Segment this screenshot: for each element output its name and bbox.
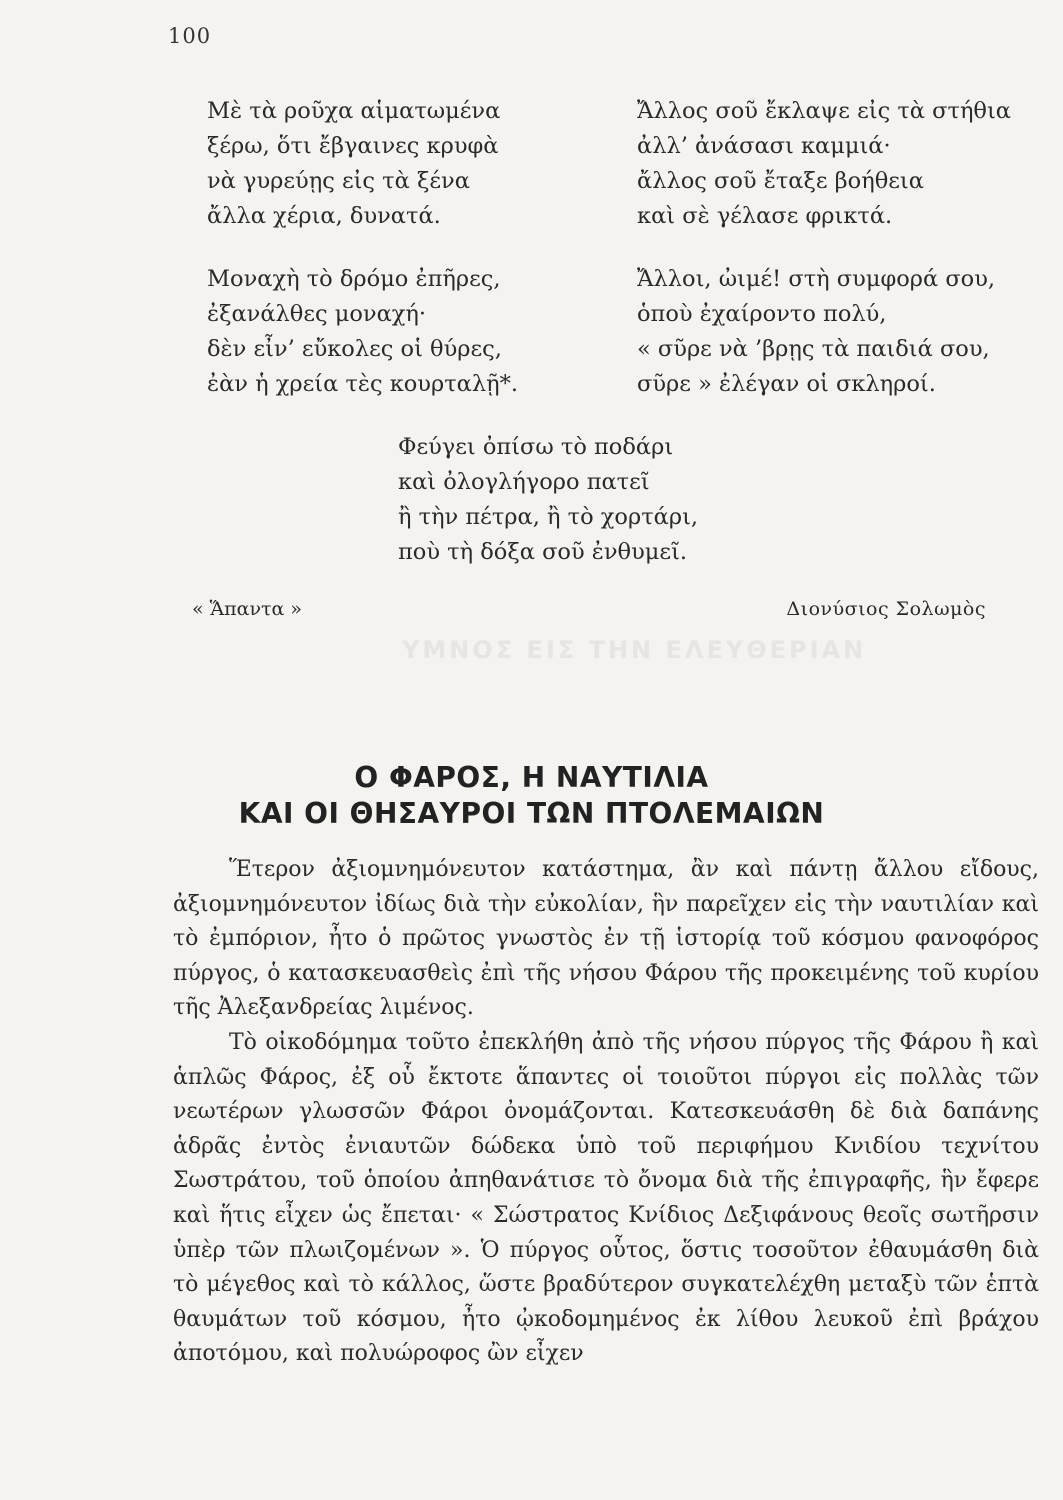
poem-stanza-2 <box>637 94 1011 234</box>
poem-line: ὁποὺ ἐχαίροντο πολύ, <box>637 301 887 327</box>
poem-stanza-1 <box>207 94 500 234</box>
poem-line: καὶ ὀλογλήγορο πατεῖ <box>398 469 650 495</box>
poem-line: δὲν εἶν’ εὔκολες οἱ θύρες, <box>207 336 502 362</box>
poem-stanza-4 <box>637 262 995 402</box>
poem-line: ἄλλος σοῦ ἔταξε βοήθεια <box>637 168 924 194</box>
article-title <box>0 760 1063 832</box>
poem-line: ἐξανάλθες μοναχή· <box>207 301 427 327</box>
poem-line: ἐὰν ἡ χρεία τὲς κουρταλῇ*. <box>207 371 518 397</box>
page-number: 100 <box>168 24 212 48</box>
poem-source: « Ἅπαντα » <box>192 598 303 620</box>
poem-line: νὰ γυρεύῃς εἰς τὰ ξένα <box>207 168 470 194</box>
poem-line: Ἄλλοι, ὠιμέ! στὴ συμφορά σου, <box>637 266 996 292</box>
poem-stanza-3 <box>207 262 518 402</box>
article-paragraph-2: Τὸ οἰκοδόμημα τοῦτο ἐπεκλήθη ἀπὸ τῆς νήσου πύργος τῆς Φάρου ἢ καὶ ἁπλῶς Φάρος, ἐξ οὗ ἔκτοτε ἅπαντες οἱ τοιοῦτοι πύργοι εἰς πολλὰς τῶν νεωτέρων γλωσσῶν Φάροι ὀνομάζονται. Κατεσκευάσθη δὲ διὰ δαπάνης ἁδρᾶς ἐντὸς ἐνιαυτῶν δώδεκα ὑπὸ τοῦ περιφήμου Κνιδίου τεχνίτου Σωστράτου, τοῦ ὁποίου ἀπηθανάτισε τὸ ὄνομα διὰ τῆς ἐπιγραφῆς, ἣν ἔφερε καὶ ἥτις εἶχεν ὡς ἔπεται· « Σώστρατος Κνίδιος Δεξιφάνους θεοῖς σωτῆρσιν ὑπὲρ τῶν πλωιζομένων ». Ὁ πύργος οὗτος, ὅστις τοσοῦτον ἐθαυμάσθη διὰ τὸ μέγεθος καὶ τὸ κάλλος, ὥστε βραδύτερον συγκατελέχθη μεταξὺ τῶν ἑπτὰ θαυμάτων τοῦ κόσμου, ἦτο ᾠκοδομημένος ἐκ λίθου λευκοῦ ἐπὶ βράχου ἀποτόμου, καὶ πολυώροφος ὢν εἶχεν <box>173 1029 1039 1367</box>
article-body <box>173 853 1039 1372</box>
poem-line: σῦρε » ἐλέγαν οἱ σκληροί. <box>637 371 936 397</box>
poem-stanza-5 <box>398 430 698 570</box>
article-title-line-1: Ο ΦΑΡΟΣ, Η ΝΑΥΤΙΛΙΑ <box>354 761 709 794</box>
poem-line: ἀλλ’ ἀνάσασι καμμιά· <box>637 133 891 159</box>
poem-line: ἢ τὴν πέτρα, ἢ τὸ χορτάρι, <box>398 504 699 530</box>
poem-line: ποὺ τὴ δόξα σοῦ ἐνθυμεῖ. <box>398 539 688 565</box>
poem-line: ἄλλα χέρια, δυνατά. <box>207 203 441 229</box>
poem-line: Φεύγει ὀπίσω τὸ ποδάρι <box>398 434 674 460</box>
poem-author: Διονύσιος Σολωμὸς <box>786 598 986 620</box>
poem-line: « σῦρε νὰ ’βρῃς τὰ παιδιά σου, <box>637 336 990 362</box>
article-paragraph-1: Ἕτερον ἀξιομνημόνευτον κατάστημα, ἂν καὶ πάντῃ ἄλλου εἴδους, ἀξιομνημόνευτον ἰδίως διὰ τὴν εὐκολίαν, ἣν παρεῖχεν εἰς τὴν ναυτιλίαν καὶ τὸ ἐμπόριον, ἦτο ὁ πρῶτος γνωστὸς ἐν τῇ ἱστορίᾳ τοῦ κόσμου φανοφόρος πύργος, ὁ κατασκευασθεὶς ἐπὶ τῆς νήσου Φάρου τῆς προκειμένης τοῦ κυρίου τῆς Ἀλεξανδρείας λιμένος. <box>173 857 1039 1021</box>
show-through-heading: ΥΜΝΟΣ ΕΙΣ ΤΗΝ ΕΛΕΥΘΕΡΙΑΝ <box>402 636 867 664</box>
poem-line: Μοναχὴ τὸ δρόμο ἐπῆρες, <box>207 266 501 292</box>
poem-line: Μὲ τὰ ροῦχα αἱματωμένα <box>207 98 501 124</box>
poem-line: καὶ σὲ γέλασε φρικτά. <box>637 203 893 229</box>
article-title-line-2: ΚΑΙ ΟΙ ΘΗΣΑΥΡΟΙ ΤΩΝ ΠΤΟΛΕΜΑΙΩΝ <box>238 797 825 830</box>
poem-line: ξέρω, ὅτι ἔβγαινες κρυφὰ <box>207 133 499 159</box>
poem-line: Ἄλλος σοῦ ἔκλαψε εἰς τὰ στήθια <box>637 98 1011 124</box>
